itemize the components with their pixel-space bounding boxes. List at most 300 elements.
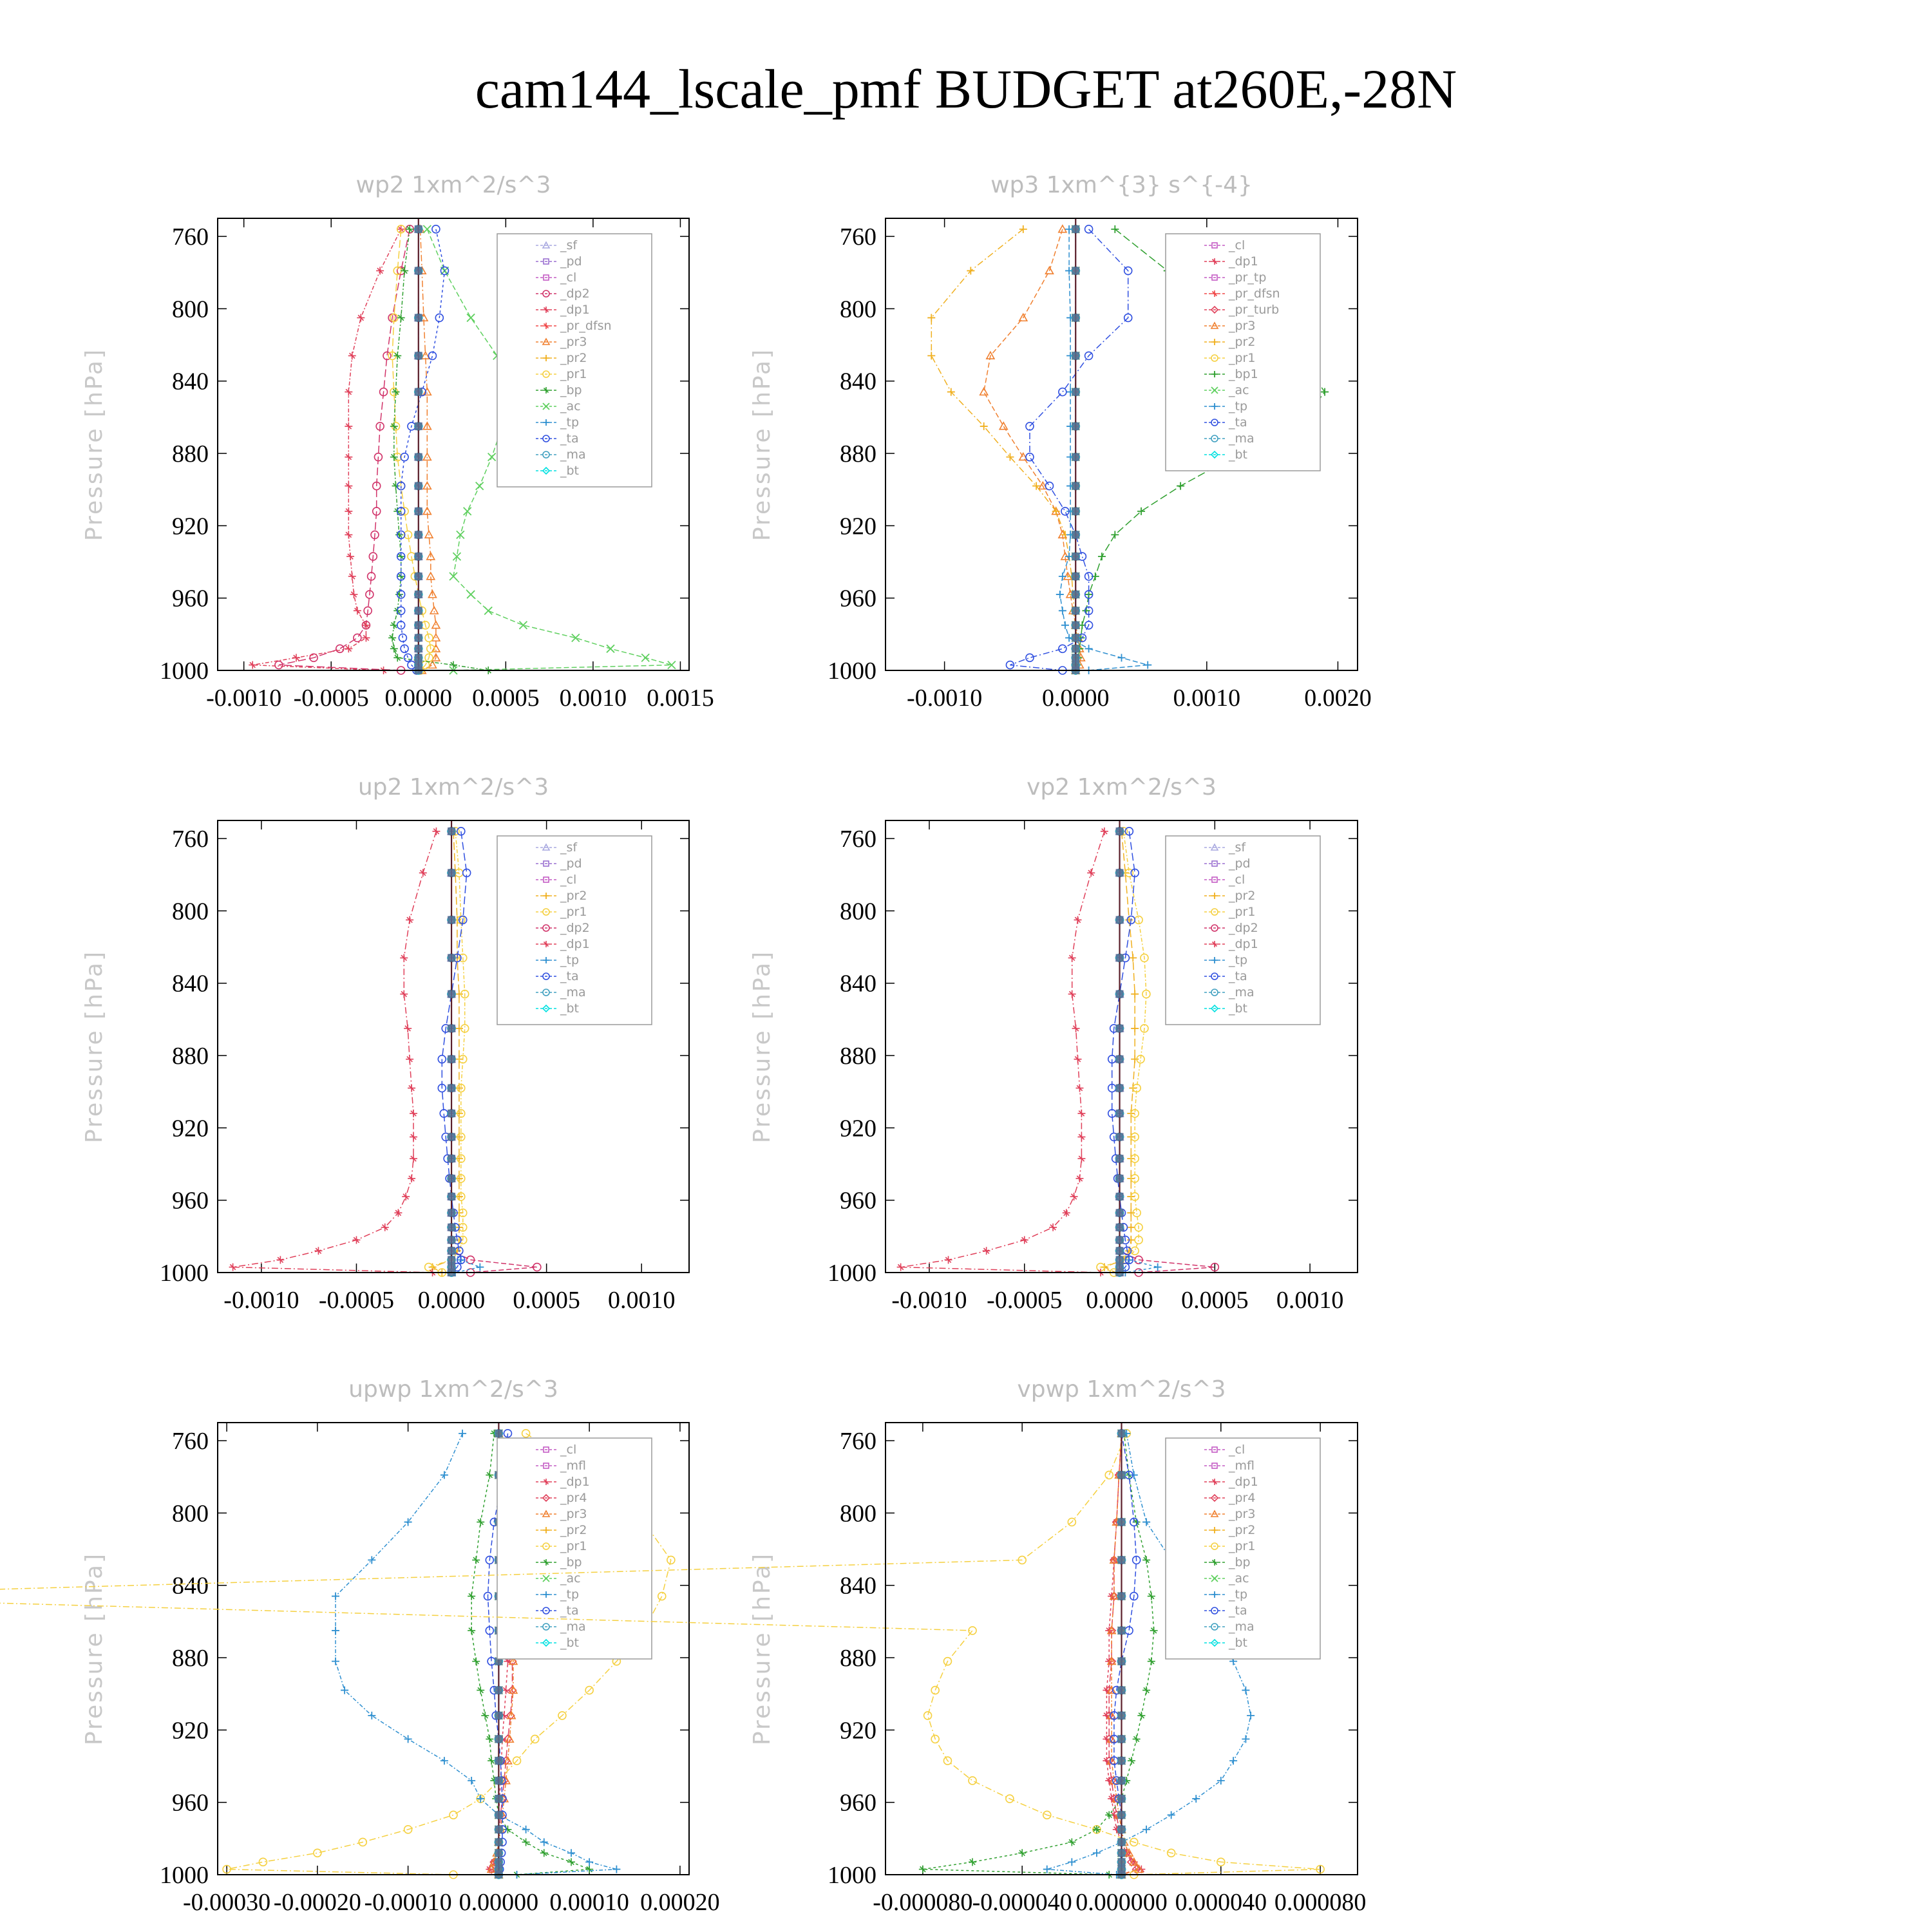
bt-marker [448, 1025, 455, 1032]
series-point-pr1 [450, 1811, 457, 1819]
series-point-bp [1150, 1627, 1158, 1634]
bt-marker [1118, 1430, 1126, 1437]
bt-marker [1116, 869, 1124, 876]
legend-label-pr2: _pr2 [1229, 1523, 1256, 1537]
series-point-pr2 [455, 1155, 463, 1162]
series-point-tp [1247, 1712, 1255, 1719]
series-point-ta [1059, 388, 1066, 396]
x-tick-label: 0.0000 [1041, 685, 1110, 712]
series-point-tp [1056, 591, 1064, 598]
y-tick-label: 920 [172, 513, 209, 540]
series-point-dp1 [345, 531, 352, 538]
bt-marker [415, 453, 422, 461]
bt-marker [1072, 591, 1079, 598]
x-tick-label: 0.0005 [472, 685, 540, 712]
series-point-bp [1148, 1593, 1155, 1600]
series-point-ta [404, 654, 412, 661]
bt-marker [1072, 352, 1079, 359]
series-point-bp [468, 1593, 475, 1600]
y-tick-label: 840 [172, 1572, 209, 1600]
series-point-pr2 [455, 1084, 463, 1092]
series-point-dp2 [336, 645, 344, 652]
series-point-dp1 [1075, 1084, 1083, 1092]
series-point-dp1 [406, 916, 413, 923]
series-point-pr3 [423, 453, 431, 460]
legend-label-cl: _cl [1229, 1443, 1245, 1457]
bt-marker [1116, 1256, 1124, 1264]
series-point-bp1 [1098, 553, 1106, 560]
legend-label-bp: _bp [560, 1555, 582, 1569]
series-line-tp [1120, 831, 1158, 1273]
y-tick-label: 960 [172, 1789, 209, 1817]
legend-label-tp: _tp [1229, 1587, 1248, 1602]
bt-marker [1116, 1236, 1124, 1244]
series-point-pr2 [455, 1175, 463, 1182]
series-line-ta [442, 831, 466, 1273]
series-point-pr1 [924, 1712, 932, 1719]
y-tick-label: 960 [840, 1187, 876, 1215]
series-line-pr4 [1109, 1434, 1136, 1875]
bt-marker [1072, 422, 1079, 430]
series-point-dp1 [1077, 1155, 1085, 1162]
legend-label-ta: _ta [1229, 969, 1247, 983]
bt-marker [495, 1777, 502, 1785]
legend-label-pr2: _pr2 [560, 351, 587, 365]
bt-marker [1072, 645, 1079, 652]
legend-label-pr3: _pr3 [1229, 319, 1256, 333]
bt-marker [415, 645, 422, 652]
series-point-tp [585, 1858, 593, 1866]
series-point-dp1 [314, 1247, 322, 1255]
series-point-pr1 [1105, 1471, 1113, 1479]
series-point-tp [1242, 1735, 1249, 1743]
series-point-dp1 [1075, 1175, 1083, 1182]
series-point-tp [440, 1471, 448, 1479]
legend-label-cl: _cl [560, 873, 577, 887]
series-point-ac [572, 634, 580, 641]
series-point-tp [468, 1777, 475, 1785]
series-point-dp1 [345, 422, 352, 430]
y-tick-label: 920 [172, 1115, 209, 1142]
bt-marker [448, 954, 455, 961]
legend-label-ta: _ta [1229, 1604, 1247, 1618]
bt-marker [415, 607, 422, 614]
series-point-pr2 [455, 1133, 463, 1141]
legend-label-pr_turb: _pr_turb [1229, 303, 1280, 317]
series-point-dp1 [1021, 1236, 1028, 1244]
series-point-tp [1142, 1826, 1150, 1833]
series-point-bp [395, 531, 403, 538]
panel-title: wp2 1xm^2/s^3 [355, 172, 551, 198]
series-point-dp1 [1068, 954, 1076, 961]
y-tick-label: 800 [172, 898, 209, 925]
series-point-bp [395, 591, 403, 598]
bt-marker [495, 1826, 502, 1833]
bt-marker [495, 1838, 502, 1846]
series-point-dp1 [345, 388, 352, 396]
series-point-dp1 [292, 654, 300, 661]
series-point-bp [390, 453, 398, 461]
bt-marker [415, 573, 422, 580]
series-point-dp1 [249, 661, 256, 669]
bt-marker [1118, 1687, 1126, 1694]
series-point-bp [486, 1471, 493, 1479]
series-point-pr2 [455, 1193, 463, 1200]
series-line-pr2 [433, 831, 459, 1273]
x-tick-label: -0.00030 [182, 1889, 271, 1916]
legend-label-cl: _cl [1229, 238, 1245, 252]
bt-marker [448, 1133, 455, 1141]
series-point-bp [392, 388, 400, 396]
legend-label-bt: _bt [560, 1636, 580, 1650]
series-point-tp [1217, 1777, 1225, 1785]
bt-marker [1118, 1858, 1126, 1866]
series-point-bp [472, 1658, 480, 1665]
y-tick-label: 800 [840, 1500, 876, 1528]
series-point-bp [567, 1858, 575, 1866]
series-point-dp2 [354, 634, 361, 641]
series-point-bp [1148, 1658, 1155, 1665]
x-tick-label: -0.0005 [293, 685, 369, 712]
bt-marker [1118, 1811, 1126, 1819]
panel-title: vpwp 1xm^2/s^3 [1017, 1376, 1226, 1403]
x-tick-label: -0.0010 [206, 685, 282, 712]
series-line-dp2 [279, 229, 410, 670]
series-point-dp1 [345, 453, 352, 461]
bt-marker [1072, 654, 1079, 661]
series-point-ac [641, 654, 649, 661]
bt-marker [1116, 954, 1124, 961]
y-tick-label: 840 [172, 970, 209, 998]
bt-marker [448, 1256, 455, 1264]
bt-marker [448, 1084, 455, 1092]
legend-label-ac: _ac [1229, 383, 1249, 397]
bt-marker [1072, 553, 1079, 560]
x-tick-label: 0.000080 [1274, 1889, 1367, 1916]
legend-label-pr_tp: _pr_tp [1229, 270, 1267, 285]
bt-marker [495, 1757, 502, 1765]
series-point-pr3 [980, 388, 988, 395]
y-tick-label: 800 [172, 296, 209, 323]
series-point-dp1 [376, 267, 384, 274]
bt-marker [448, 1193, 455, 1200]
legend-label-pr_dfsn: _pr_dfsn [560, 319, 612, 333]
y-tick-label: 880 [172, 440, 209, 468]
y-tick-label: 960 [840, 585, 876, 612]
y-tick-label: 1000 [828, 658, 876, 685]
legend-label-pr2: _pr2 [1229, 889, 1256, 903]
bt-marker [448, 1110, 455, 1117]
legend-label-bt: _bt [1229, 1001, 1248, 1016]
series-point-dp1 [408, 1084, 415, 1092]
series-point-tp [1118, 654, 1126, 661]
legend-label-ac: _ac [560, 399, 581, 413]
series-point-ac [467, 591, 475, 598]
y-tick-label: 880 [840, 1043, 876, 1070]
series-point-bp1 [1321, 388, 1329, 396]
series-point-bp [919, 1866, 927, 1873]
bt-marker [1072, 267, 1079, 274]
series-point-tp [1142, 1518, 1150, 1526]
legend-label-ac: _ac [560, 1571, 581, 1586]
series-point-ac [519, 621, 527, 629]
legend-label-pr1: _pr1 [560, 1539, 587, 1553]
series-point-pr2 [927, 314, 935, 321]
y-axis-label: Pressure [hPa] [81, 1551, 108, 1746]
series-point-pr1 [314, 1849, 321, 1857]
series-point-tp [476, 1264, 484, 1271]
series-point-bp [1128, 1757, 1135, 1765]
y-tick-label: 880 [172, 1043, 209, 1070]
series-point-ta [1046, 482, 1054, 490]
series-point-ta [1026, 654, 1034, 661]
y-axis-label: Pressure [hPa] [81, 347, 108, 542]
x-tick-label: -0.0010 [223, 1287, 299, 1314]
chart-panel-4 [749, 774, 1358, 1314]
series-point-tp [1085, 645, 1093, 652]
series-point-dp1 [352, 1236, 360, 1244]
bt-marker [448, 1056, 455, 1063]
bt-marker [415, 591, 422, 598]
series-point-pr2 [1127, 1224, 1135, 1231]
series-line-tp [451, 831, 480, 1273]
legend-label-dp1: _dp1 [560, 1475, 590, 1489]
legend-label-ta: _ta [1229, 415, 1247, 430]
legend-label-dp1: _dp1 [1229, 254, 1258, 269]
y-tick-label: 880 [172, 1645, 209, 1672]
legend-label-pr2: _pr2 [560, 889, 587, 903]
x-tick-label: 0.0000 [1086, 1287, 1153, 1314]
series-point-tp [459, 1430, 466, 1437]
legend-label-pr1: _pr1 [1229, 1539, 1256, 1553]
x-tick-label: 0.0000 [417, 1287, 486, 1314]
bt-marker [495, 1849, 502, 1857]
bt-marker [1118, 1518, 1126, 1526]
series-point-bp [1018, 1849, 1026, 1857]
series-point-bp [477, 1687, 484, 1694]
bt-marker [415, 225, 422, 233]
x-tick-label: -0.0005 [318, 1287, 395, 1314]
legend-label-sf: _sf [560, 238, 578, 252]
legend-label-tp: _tp [1229, 953, 1248, 967]
bt-marker [1072, 453, 1079, 461]
series-point-tp [1043, 1866, 1051, 1873]
legend-label-ac: _ac [1229, 1571, 1249, 1586]
y-tick-label: 760 [840, 223, 876, 251]
series-point-ac [423, 225, 431, 233]
figure-title: cam144_lscale_pmf BUDGET at260E,-28N [475, 58, 1457, 120]
legend-label-pr_dfsn: _pr_dfsn [1229, 287, 1280, 301]
legend-label-bt: _bt [1229, 1636, 1248, 1650]
series-point-dp1 [1070, 1193, 1078, 1200]
bt-marker [1118, 1777, 1126, 1785]
legend-label-pr2: _pr2 [560, 1523, 587, 1537]
bt-marker [448, 1175, 455, 1182]
series-line-bp [923, 1434, 1154, 1875]
bt-marker [1116, 1155, 1124, 1162]
bt-marker [448, 916, 455, 923]
x-tick-label: -0.000040 [972, 1889, 1072, 1916]
series-point-tp [1093, 1849, 1101, 1857]
y-tick-label: 760 [172, 826, 209, 853]
bt-marker [1116, 1025, 1124, 1032]
series-point-dp1 [983, 1247, 990, 1255]
series-point-bp [1068, 1838, 1075, 1846]
bt-marker [415, 621, 422, 629]
series-point-tp [1168, 1811, 1175, 1819]
series-point-bp [1133, 1735, 1141, 1743]
panel-title: upwp 1xm^2/s^3 [348, 1376, 558, 1403]
legend-label-ma: _ma [560, 448, 586, 462]
bt-marker [448, 990, 455, 998]
legend-label-tp: _tp [560, 953, 580, 967]
series-point-bp1 [1177, 482, 1184, 490]
bt-marker [495, 1430, 502, 1437]
legend-label-pd: _pd [560, 254, 582, 269]
series-point-dp1 [345, 645, 352, 652]
y-tick-label: 840 [840, 970, 876, 998]
bt-marker [1118, 1627, 1126, 1634]
legend-label-pr1: _pr1 [1229, 351, 1256, 365]
bt-marker [448, 869, 455, 876]
y-tick-label: 960 [172, 1187, 209, 1215]
series-line-dp1 [901, 831, 1104, 1273]
bt-marker [1118, 1757, 1126, 1765]
bt-marker [1116, 990, 1124, 998]
series-point-tp [1068, 1858, 1075, 1866]
series-point-dp1 [1068, 990, 1076, 998]
series-point-bp [397, 314, 405, 321]
legend-label-sf: _sf [1229, 840, 1246, 855]
legend-label-sf: _sf [560, 840, 578, 855]
chart-panel-2 [749, 172, 1372, 712]
bt-marker [448, 1224, 455, 1231]
legend-label-pr3: _pr3 [1229, 1507, 1256, 1521]
legend-label-pr2: _pr2 [1229, 335, 1256, 349]
x-tick-label: 0.00020 [640, 1889, 720, 1916]
bt-marker [1118, 1593, 1126, 1600]
bt-marker [448, 1236, 455, 1244]
series-point-dp1 [346, 553, 354, 560]
bt-marker [1118, 1849, 1126, 1857]
bt-marker [415, 634, 422, 641]
series-point-ac [488, 453, 496, 461]
series-line-pr3 [984, 229, 1081, 670]
series-point-tp [567, 1849, 575, 1857]
legend-label-ta: _ta [560, 1604, 579, 1618]
x-tick-label: 0.0010 [1276, 1287, 1344, 1314]
legend-label-bt: _bt [560, 464, 580, 478]
series-point-bp [1137, 1712, 1145, 1719]
series-point-tp [612, 1866, 620, 1873]
bt-marker [1072, 225, 1079, 233]
bt-marker [1118, 1795, 1126, 1803]
legend-label-pd: _pd [1229, 857, 1251, 871]
series-point-dp1 [1077, 1110, 1085, 1117]
series-point-dp1 [276, 1256, 284, 1264]
series-point-dp1 [357, 314, 365, 321]
bt-marker [415, 482, 422, 490]
y-tick-label: 920 [840, 1115, 876, 1142]
y-tick-label: 1000 [160, 1260, 209, 1287]
bt-marker [495, 1811, 502, 1819]
series-point-dp1 [354, 607, 361, 614]
series-point-dp1 [345, 482, 352, 490]
bt-marker [415, 507, 422, 515]
bt-marker [1118, 1838, 1126, 1846]
series-point-bp [540, 1849, 548, 1857]
y-axis-label: Pressure [hPa] [81, 949, 108, 1144]
y-tick-label: 880 [840, 1645, 876, 1672]
series-point-dp1 [897, 1264, 905, 1271]
bt-marker [1116, 1056, 1124, 1063]
y-tick-label: 760 [840, 826, 876, 853]
series-point-dp1 [1101, 828, 1108, 835]
series-point-dp1 [400, 990, 408, 998]
series-point-tp [1242, 1687, 1249, 1694]
series-point-ac [467, 314, 475, 321]
series-point-pr2 [927, 352, 935, 359]
legend-label-cl: _cl [560, 270, 577, 285]
y-tick-label: 920 [840, 513, 876, 540]
legend-label-bt: _bt [560, 1001, 580, 1016]
legend-label-ta: _ta [560, 969, 579, 983]
y-tick-label: 960 [840, 1789, 876, 1817]
legend-label-dp1: _dp1 [1229, 1475, 1258, 1489]
series-point-dp1 [410, 1110, 417, 1117]
bt-marker [1116, 1193, 1124, 1200]
y-axis-label: Pressure [hPa] [749, 949, 775, 1144]
series-point-bp [472, 1556, 480, 1564]
series-point-tp [404, 1735, 412, 1743]
bt-marker [1118, 1658, 1126, 1665]
series-point-pr2 [1129, 954, 1137, 961]
series-point-dp1 [350, 591, 357, 598]
bt-marker [448, 1209, 455, 1217]
x-tick-label: -0.0010 [891, 1287, 967, 1314]
legend-label-ma: _ma [1229, 431, 1255, 446]
bt-marker [1072, 482, 1079, 490]
series-point-ac [464, 507, 471, 515]
y-tick-label: 880 [840, 440, 876, 468]
series-point-pr1 [658, 1593, 666, 1600]
y-tick-label: 1000 [160, 658, 209, 685]
x-tick-label: 0.0010 [607, 1287, 676, 1314]
bt-marker [1116, 1133, 1124, 1141]
series-point-dp1 [1077, 1133, 1085, 1141]
legend-label-cl: _cl [560, 1443, 577, 1457]
legend-label-dp1: _dp1 [560, 303, 590, 317]
series-point-dp1 [1072, 1025, 1080, 1032]
x-tick-label: 0.0010 [559, 685, 627, 712]
bt-marker [415, 553, 422, 560]
chart-panel-3 [81, 774, 689, 1314]
y-tick-label: 760 [172, 1428, 209, 1455]
legend-label-pr1: _pr1 [560, 905, 587, 919]
series-point-dp1 [419, 869, 427, 876]
bt-marker [1118, 1826, 1126, 1833]
bt-marker [1072, 573, 1079, 580]
series-point-bp [486, 1735, 493, 1743]
x-tick-label: -0.00020 [273, 1889, 361, 1916]
panel-title: up2 1xm^2/s^3 [357, 774, 549, 800]
series-point-tp [1061, 621, 1069, 629]
y-axis-label: Pressure [hPa] [749, 347, 775, 542]
y-tick-label: 800 [840, 296, 876, 323]
legend-label-ma: _ma [1229, 985, 1255, 999]
series-line-pr1 [1101, 831, 1146, 1273]
series-point-dp1 [1087, 869, 1095, 876]
